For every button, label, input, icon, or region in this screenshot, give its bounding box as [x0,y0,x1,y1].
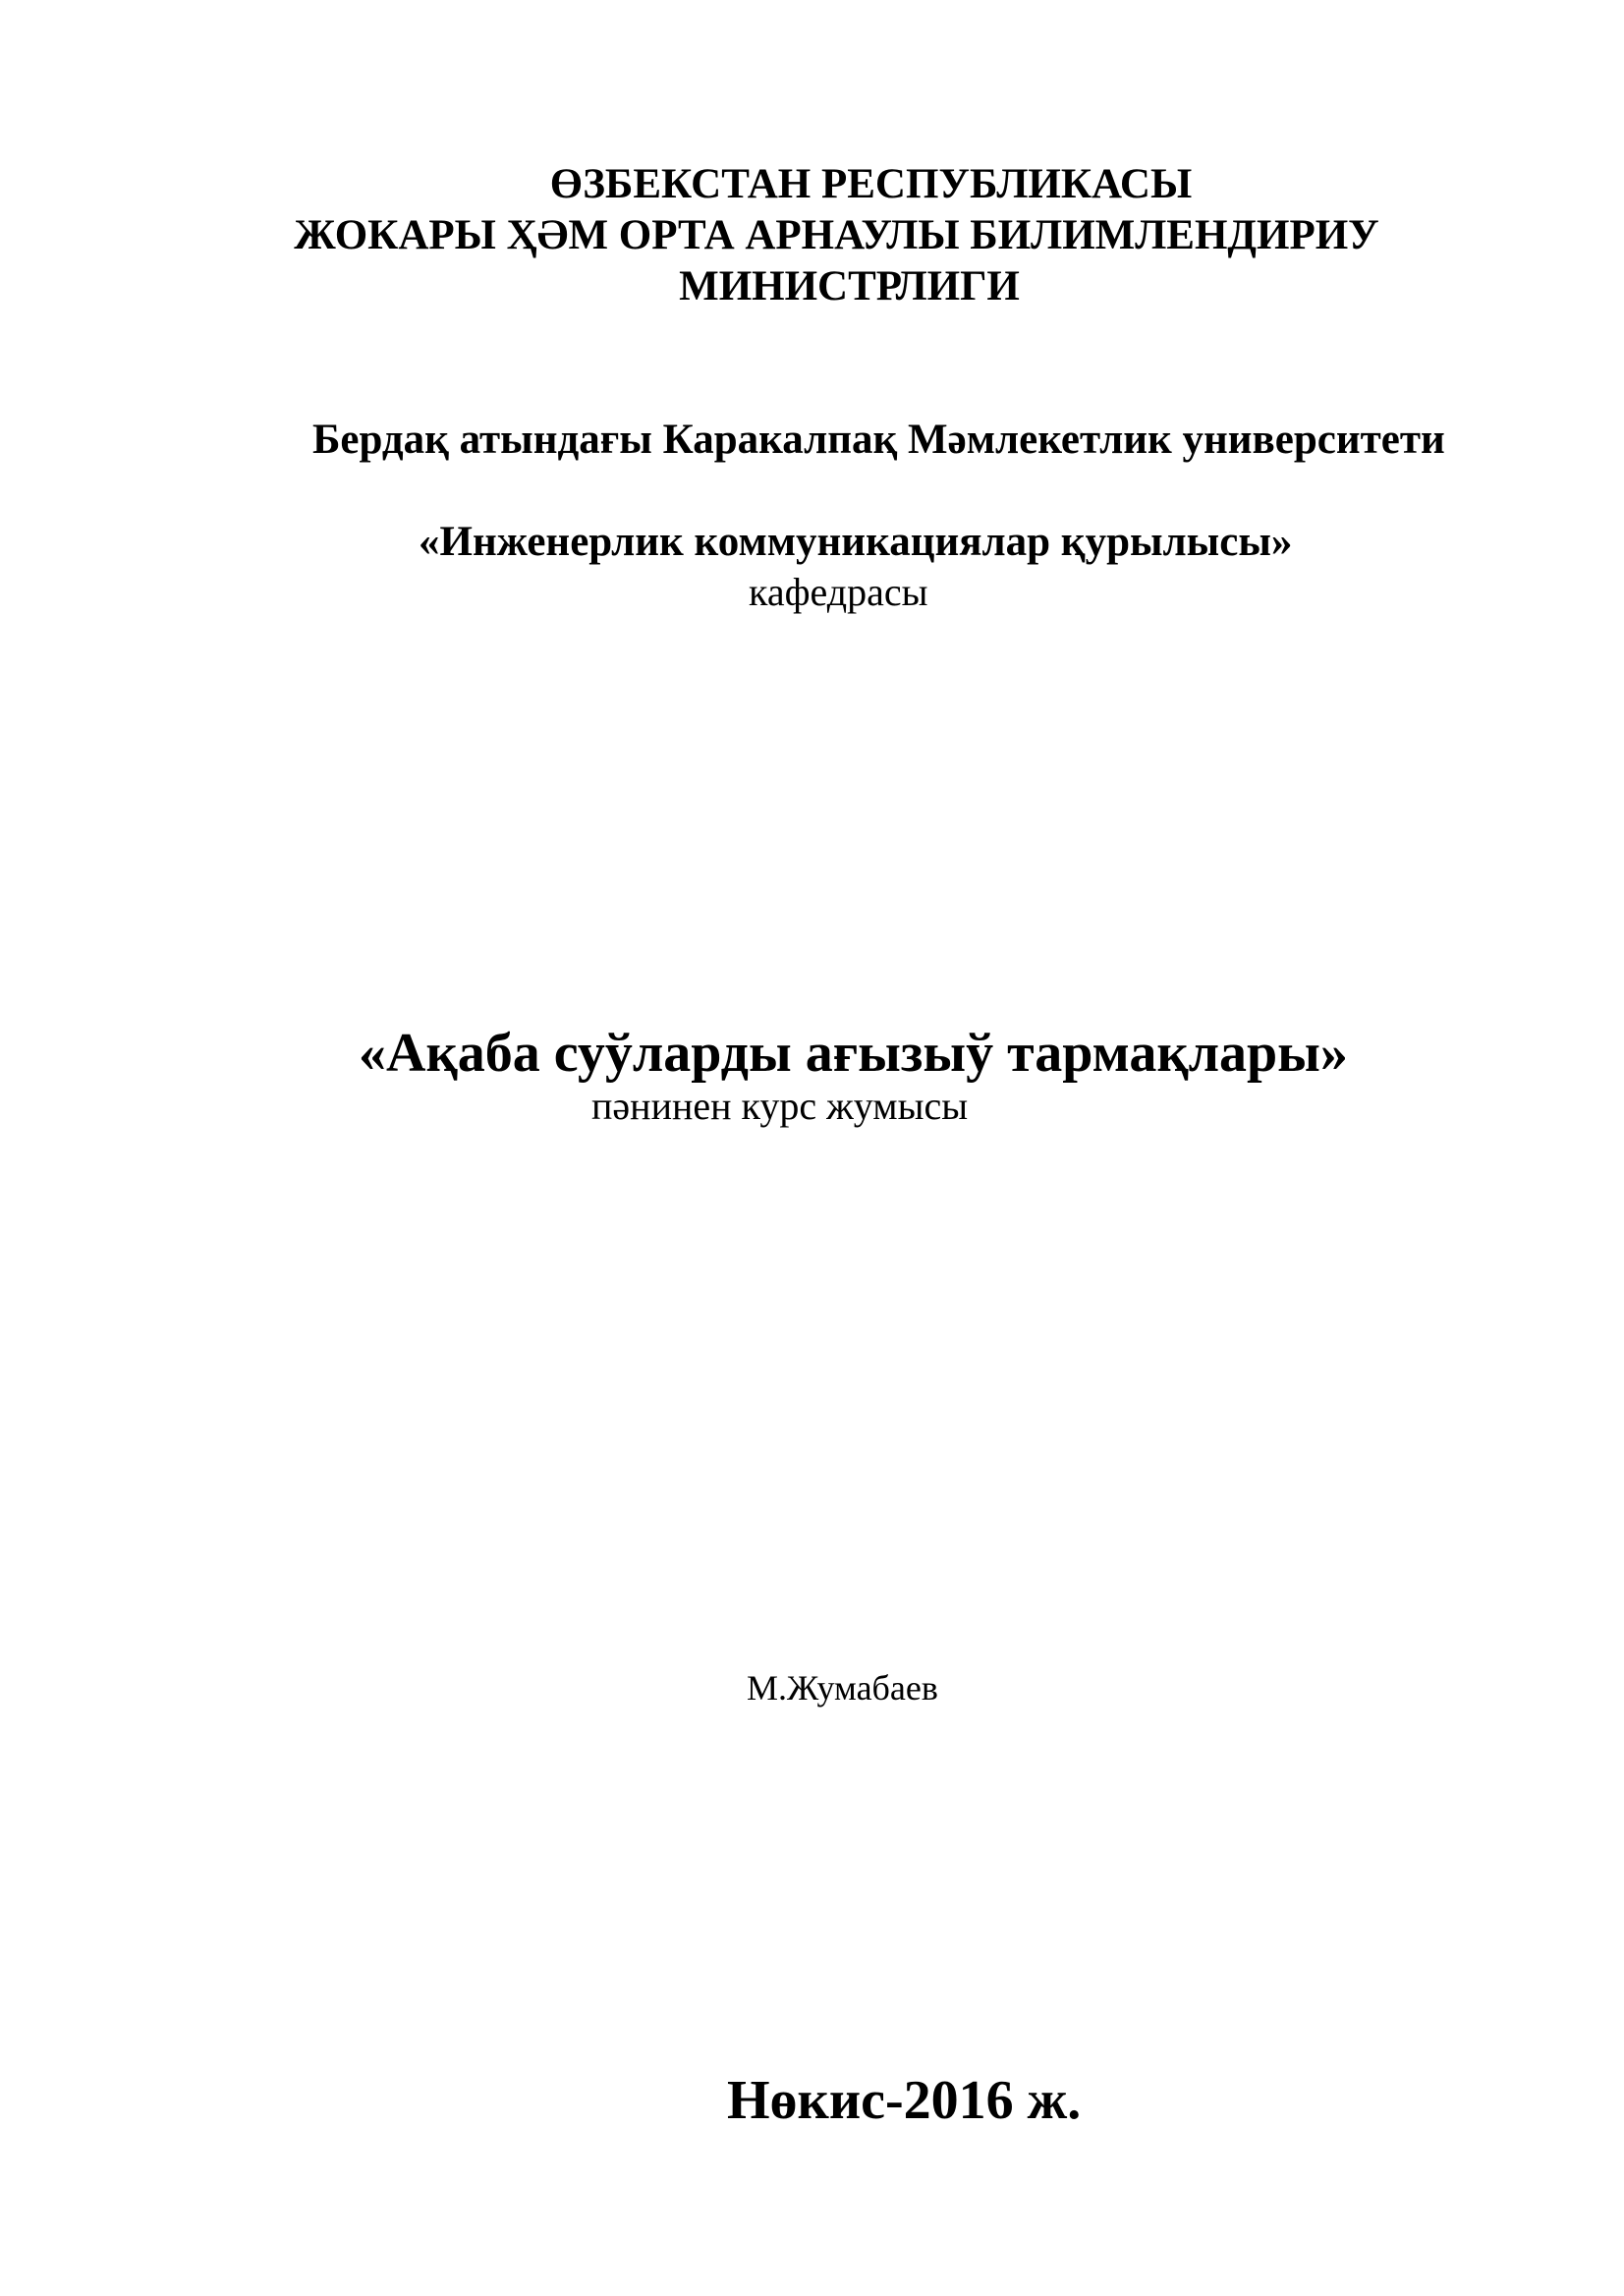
ministry-header [0,163,1624,316]
ministry-line-3: МИНИСТРЛИГИ [679,263,1020,309]
author-name: М.Жумабаев [747,1668,938,1708]
ministry-line-1: ӨЗБЕКСТАН РЕСПУБЛИКАСЫ [549,161,1193,207]
department-name: «Инженерлик коммуникациялар қурылысы» [419,519,1293,565]
course-title: «Ақаба суўларды ағызыў тармақлары» [359,1023,1348,1084]
city-year: Нөкис-2016 ж. [727,2070,1082,2131]
university-name: Бердақ атындағы Каракалпақ Мәмлекетлик университети [312,417,1445,463]
ministry-line-2: ЖОКАРЫ ҲӘМ ОРТА АРНАУЛЫ БИЛИМЛЕНДИРИУ [294,212,1379,258]
course-subtitle: пәнинен курс жумысы [591,1084,969,1128]
department-suffix: кафедрасы [749,570,928,614]
